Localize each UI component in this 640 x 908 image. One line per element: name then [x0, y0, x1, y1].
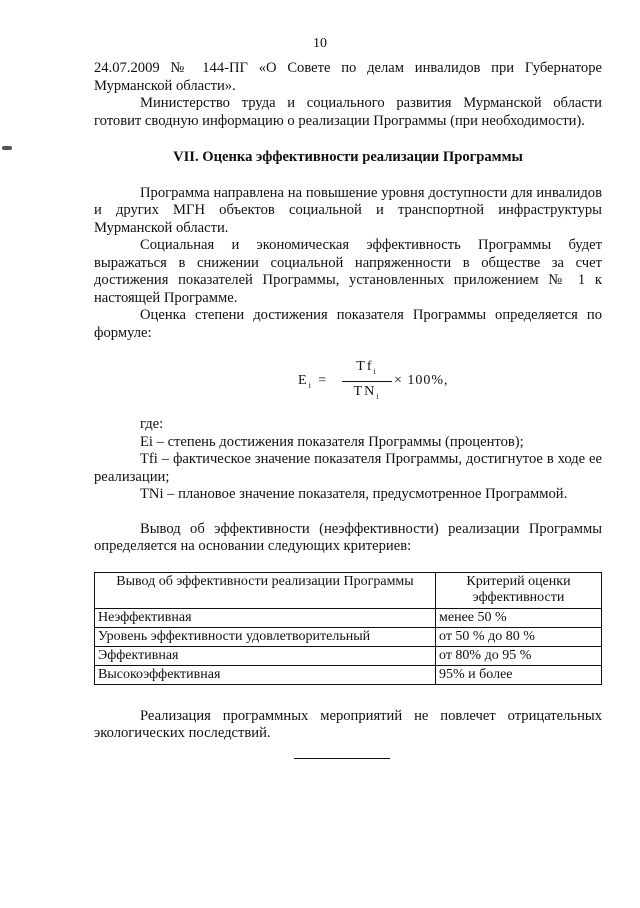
document-body [94, 60, 602, 743]
formula-numerator: $Tf_i$ [342, 358, 392, 382]
section-paragraph-2: Социальная и экономическая эффективность Программы будет выражаться в снижении социальной напряженности в обществе за счет достижения показателей Программы, установленных приложением № 1 к настоящей Программе. [94, 237, 602, 306]
formula-denominator: $TN_i$ [353, 384, 381, 402]
table-row [95, 646, 602, 665]
definition-tfi: Tfi – фактическое значение показателя Программы, достигнутое в ходе ее реализации; [94, 451, 602, 485]
formula-lhs: $E_i$ = [298, 373, 329, 390]
table-header-conclusion: Вывод об эффективности реализации Программы [95, 572, 436, 608]
closing-divider [294, 758, 390, 759]
efficiency-formula [94, 358, 602, 406]
table-cell-criterion: 95% и более [436, 665, 602, 684]
page-number: 10 [313, 36, 327, 51]
definitions-where: где: [140, 416, 164, 432]
table-header-criterion: Критерий оценки эффективности [436, 572, 602, 608]
definition-ei: Ei – степень достижения показателя Программы (процентов); [140, 433, 524, 450]
table-cell-conclusion: Высокоэффективная [95, 665, 436, 684]
formula-fraction [342, 358, 392, 406]
table-cell-criterion: от 80% до 95 % [436, 646, 602, 665]
section-paragraph-3: Оценка степени достижения показателя Программы определяется по формуле: [94, 307, 602, 341]
definition-tni: TNi – плановое значение показателя, предусмотренное Программой. [140, 486, 568, 502]
section-paragraph-1: Программа направлена на повышение уровня доступности для инвалидов и других МГН объектов социальной и транспортной инфраструктуры Мурманской области. [94, 184, 602, 236]
table-row [95, 665, 602, 684]
table-cell-criterion: менее 50 % [436, 608, 602, 627]
closing-paragraph: Реализация программных мероприятий не повлечет отрицательных экологических последствий. [94, 707, 602, 741]
table-cell-conclusion: Эффективная [95, 646, 436, 665]
table-cell-conclusion: Неэффективная [95, 608, 436, 627]
intro-paragraph-1: 24.07.2009 № 144-ПГ «О Совете по делам инвалидов при Губернаторе Мурманской области». [94, 60, 602, 94]
formula-rhs: × 100%, [394, 373, 449, 388]
section-title: VII. Оценка эффективности реализации Программы [173, 149, 523, 165]
intro-paragraph-2: Министерство труда и социального развития Мурманской области готовит сводную информацию о реализации Программы (при необходимости). [94, 95, 602, 129]
table-row [95, 608, 602, 627]
criteria-table [94, 572, 602, 685]
table-cell-conclusion: Уровень эффективности удовлетворительный [95, 627, 436, 646]
scan-artifact [2, 146, 12, 150]
table-cell-criterion: от 50 % до 80 % [436, 627, 602, 646]
table-row [95, 627, 602, 646]
conclusion-intro: Вывод об эффективности (неэффективности) реализации Программы определяется на основании следующих критериев: [94, 520, 602, 554]
table-header-row [95, 572, 602, 608]
